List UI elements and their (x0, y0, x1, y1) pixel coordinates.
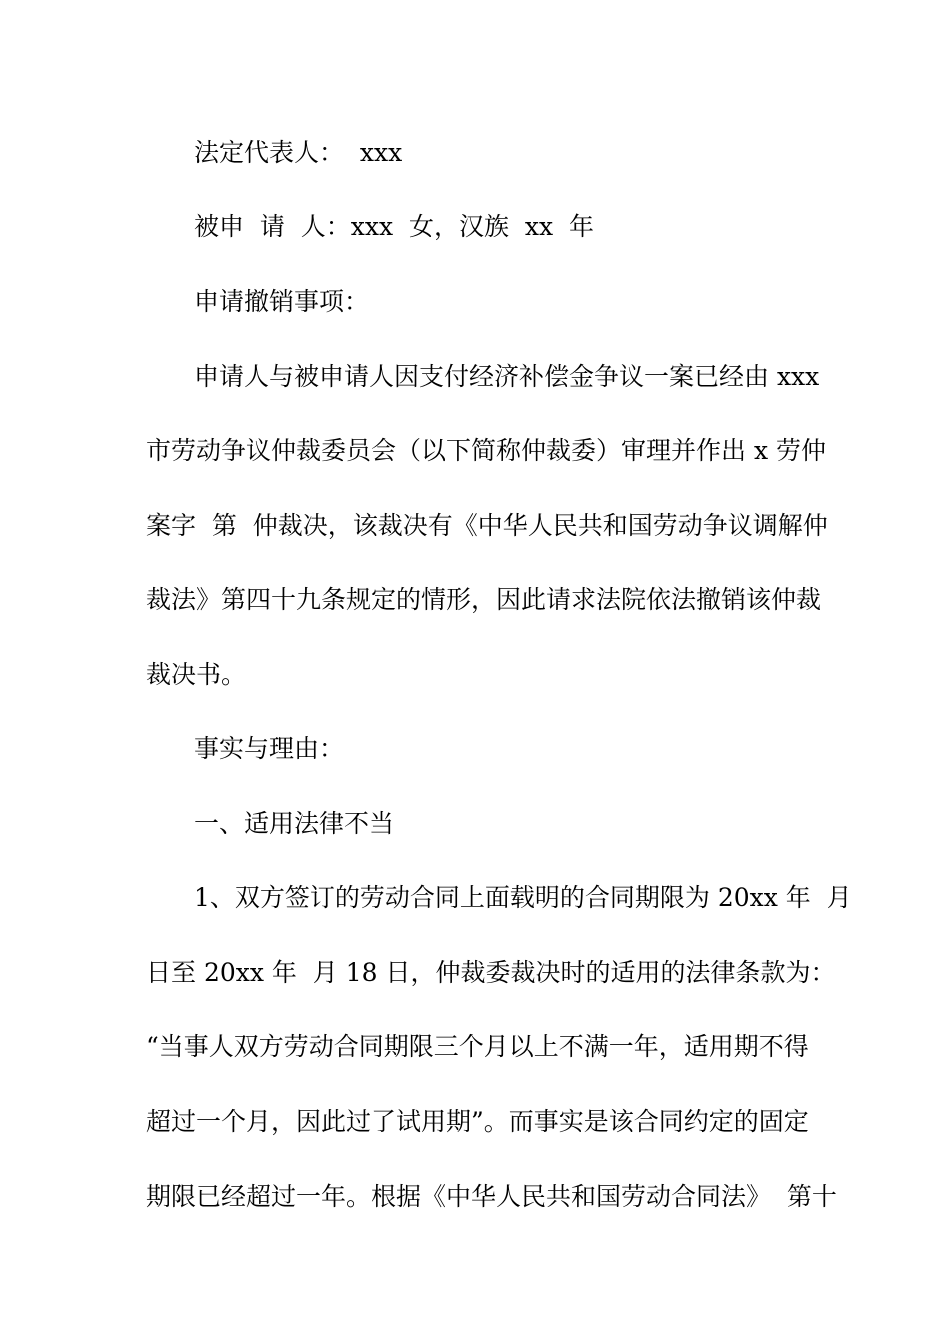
paragraph-line: 裁决书。 (146, 660, 247, 689)
paragraph-line: 日至 20xx 年 月 18 日，仲裁委裁决时的适用的法律条款为： (146, 958, 836, 987)
revocation-items-heading: 申请撤销事项： (194, 287, 370, 316)
paragraph-line: 案字 第 仲裁决，该裁决有《中华人民共和国劳动争议调解仲 (146, 511, 828, 540)
paragraph-line: 期限已经超过一年。根据《中华人民共和国劳动合同法》 第十 (146, 1182, 837, 1211)
paragraph-line: “当事人双方劳动合同期限三个月以上不满一年，适用期不得 (146, 1032, 809, 1061)
facts-reasons-heading: 事实与理由： (194, 734, 345, 763)
paragraph-line: 申请人与被申请人因支付经济补偿金争议一案已经由 xxx (194, 362, 820, 391)
legal-representative-line: 法定代表人： xxx (194, 138, 403, 167)
paragraph-line: 1、双方签订的劳动合同上面载明的合同期限为 20xx 年 月 (194, 883, 852, 912)
paragraph-line: 裁法》第四十九条规定的情形，因此请求法院依法撤销该仲裁 (146, 585, 822, 614)
paragraph-line: 超过一个月，因此过了试用期”。而事实是该合同约定的固定 (146, 1107, 809, 1136)
section-heading: 一、适用法律不当 (194, 809, 395, 838)
respondent-line: 被申 请 人：xxx 女，汉族 xx 年 (194, 212, 594, 241)
paragraph-line: 市劳动争议仲裁委员会（以下简称仲裁委）审理并作出 x 劳仲 (146, 436, 826, 465)
